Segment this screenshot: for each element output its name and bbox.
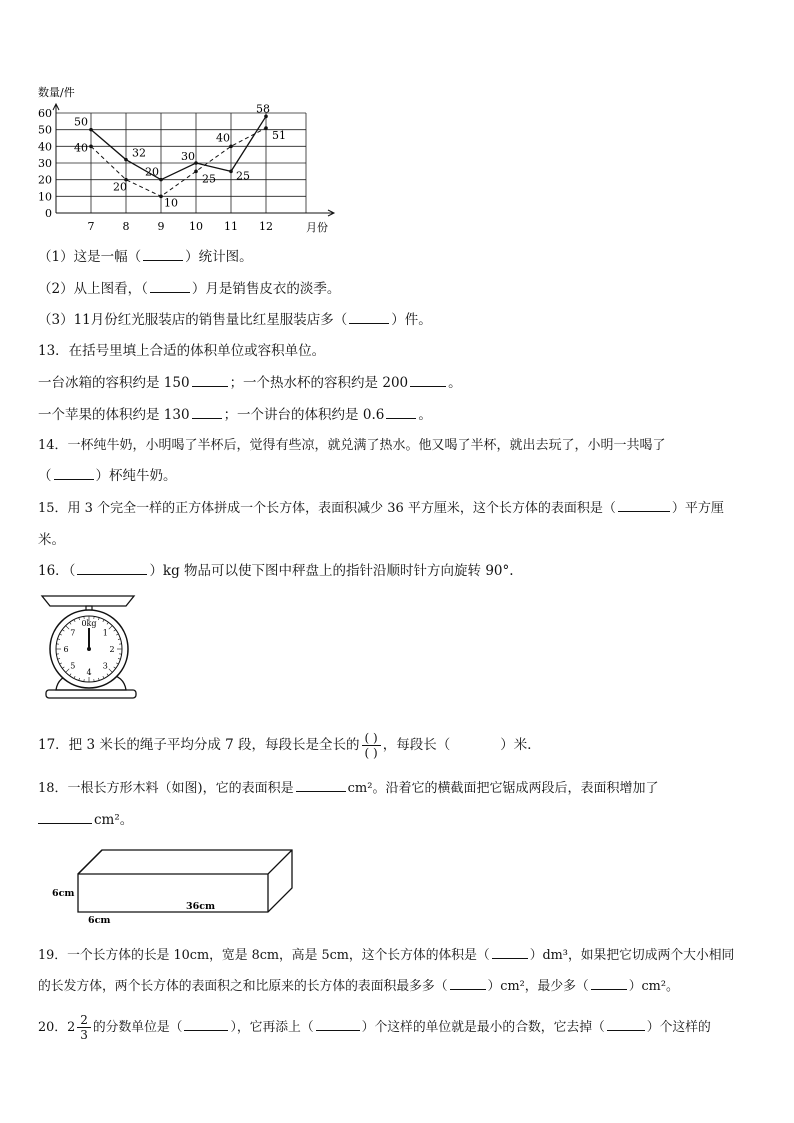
answer-blank[interactable] bbox=[77, 562, 147, 575]
x-tick-label: 11 bbox=[224, 220, 238, 233]
dim-height-label: 6cm bbox=[52, 888, 75, 899]
q15-line2: 米。 bbox=[38, 532, 65, 548]
data-label-solid: 30 bbox=[181, 150, 195, 163]
y-tick-labels bbox=[38, 107, 52, 220]
answer-blank[interactable] bbox=[349, 311, 389, 324]
y-tick-label: 50 bbox=[38, 123, 52, 137]
q15-line1: 15．用 3 个完全一样的正方体拼成一个长方体，表面积减少 36 平方厘米，这个长方体的表面积是（ ）平方厘 bbox=[38, 501, 724, 516]
dim-width-label: 6cm bbox=[88, 915, 111, 926]
data-label-dashed: 20 bbox=[113, 180, 127, 194]
cuboid-wood-figure bbox=[44, 842, 324, 927]
data-label-solid: 25 bbox=[236, 169, 250, 183]
data-point-dashed bbox=[229, 145, 233, 149]
q18-line1: 18．一根长方形木料（如图)，它的表面积是 cm²。沿着它的横截面把它锯成两段后，表面积增加了 bbox=[38, 781, 659, 796]
data-point-dashed bbox=[159, 195, 163, 199]
scale-number: 6 bbox=[63, 645, 69, 654]
q17-text: 17．把 3 米长的绳子平均分成 7 段，每段长是全长的 $\frac{( )}{( )}$ ，每段长（ ）米． bbox=[38, 731, 541, 760]
data-label-dashed: 40 bbox=[74, 141, 88, 155]
y-tick-label: 30 bbox=[38, 157, 52, 170]
scale-number: 1 bbox=[102, 628, 108, 638]
chart-grid bbox=[56, 113, 306, 213]
answer-blank[interactable] bbox=[150, 280, 190, 293]
answer-blank[interactable] bbox=[54, 467, 94, 480]
answer-blank[interactable] bbox=[386, 406, 416, 419]
x-tick-labels bbox=[88, 220, 274, 233]
q12-part2: （2）从上图看，（ ）月是销售皮衣的淡季。 bbox=[38, 281, 341, 297]
answer-blank[interactable] bbox=[38, 811, 92, 824]
q14-line2: （ ）杯纯牛奶。 bbox=[38, 468, 177, 484]
answer-blank[interactable] bbox=[143, 248, 183, 261]
scale-number: 3 bbox=[102, 661, 108, 671]
mixed-fraction: $\frac{2}{3}$ bbox=[77, 1013, 91, 1042]
data-label-solid: 32 bbox=[132, 146, 146, 160]
y-axis-label: 数量/件 bbox=[38, 86, 75, 99]
answer-blank[interactable] bbox=[184, 1018, 228, 1031]
answer-blank[interactable] bbox=[192, 406, 222, 419]
q20-text: 20．2 $\frac{2}{3}$ 的分数单位是（ ），它再添上（ ）个这样的单位就是最小的合数，它去掉（ ）个这样的 bbox=[38, 1013, 711, 1042]
data-label-dashed: 40 bbox=[216, 131, 230, 145]
data-point-dashed bbox=[194, 170, 198, 174]
answer-blank[interactable] bbox=[450, 977, 486, 990]
x-tick-label: 9 bbox=[157, 220, 165, 233]
scale-number: 4 bbox=[86, 668, 92, 677]
scale-number: 5 bbox=[70, 661, 76, 671]
scale-number: 2 bbox=[109, 645, 115, 654]
x-tick-label: 7 bbox=[87, 220, 95, 233]
data-label-solid: 20 bbox=[145, 165, 159, 179]
data-label-dashed: 10 bbox=[164, 196, 178, 210]
y-tick-label: 60 bbox=[38, 107, 52, 120]
fraction-blank[interactable]: $\frac{( )}{( )}$ bbox=[362, 731, 381, 760]
q16-text: 16．（ ）kg 物品可以使下图中秤盘上的指针沿顺时针方向旋转 90°. bbox=[38, 563, 514, 579]
answer-blank[interactable] bbox=[618, 499, 670, 512]
q12-part1: （1）这是一幅（ ）统计图。 bbox=[38, 249, 253, 265]
kitchen-scale-figure bbox=[36, 592, 146, 704]
y-tick-label: 20 bbox=[38, 173, 52, 187]
answer-blank[interactable] bbox=[296, 779, 346, 792]
q19-line1: 19．一个长方体的长是 10cm，宽是 8cm，高是 5cm，这个长方体的体积是（ ）dm³，如果把它切成两个大小相同 bbox=[38, 948, 735, 963]
q19-line2: 的长发方体，两个长方体的表面积之和比原来的长方体的表面积最多多（ ）cm²，最少多（ ）cm²。 bbox=[38, 979, 679, 994]
q18-line2: cm²。 bbox=[38, 811, 133, 829]
y-tick-label: 40 bbox=[38, 140, 52, 154]
answer-blank[interactable] bbox=[316, 1018, 360, 1031]
answer-blank[interactable] bbox=[410, 374, 446, 387]
y-tick-label: 10 bbox=[38, 190, 52, 204]
y-tick-label: 0 bbox=[45, 207, 52, 220]
data-point-solid bbox=[89, 128, 93, 132]
answer-blank[interactable] bbox=[192, 374, 228, 387]
data-point-solid bbox=[159, 178, 163, 182]
data-point-dashed bbox=[89, 145, 93, 149]
data-label-dashed: 51 bbox=[272, 129, 286, 142]
data-point-solid bbox=[229, 170, 233, 174]
x-tick-label: 8 bbox=[122, 220, 130, 233]
q13-title: 13．在括号里填上合适的体积单位或容积单位。 bbox=[38, 343, 326, 359]
chart-series bbox=[74, 102, 286, 209]
x-tick-label: 10 bbox=[189, 220, 203, 233]
scale-zero-label: 0kg bbox=[81, 619, 97, 628]
q13-line1: 一台冰箱的容积约是 150 ；一个热水杯的容积约是 200 。 bbox=[38, 375, 462, 391]
scale-number: 7 bbox=[70, 628, 76, 638]
x-tick-label: 12 bbox=[259, 220, 273, 233]
q13-line2: 一个苹果的体积约是 130 ；一个讲台的体积约是 0.6 。 bbox=[38, 407, 432, 423]
data-label-dashed: 25 bbox=[202, 172, 216, 186]
data-label-solid: 58 bbox=[256, 102, 270, 116]
q14-line1: 14．一杯纯牛奶，小明喝了半杯后，觉得有些凉，就兑满了热水。他又喝了半杯，就出去玩了，小明一共喝了 bbox=[38, 438, 666, 453]
answer-blank[interactable] bbox=[591, 977, 627, 990]
dim-length-label: 36cm bbox=[186, 901, 216, 912]
data-point-solid bbox=[124, 158, 128, 162]
answer-blank[interactable] bbox=[607, 1018, 645, 1031]
data-point-dashed bbox=[264, 126, 268, 130]
answer-blank[interactable] bbox=[492, 946, 528, 959]
x-axis-label: 月份 bbox=[306, 221, 328, 234]
data-label-solid: 50 bbox=[74, 115, 88, 129]
q12-part3: （3）11月份红光服装店的销售量比红星服装店多（ ）件。 bbox=[38, 312, 432, 328]
